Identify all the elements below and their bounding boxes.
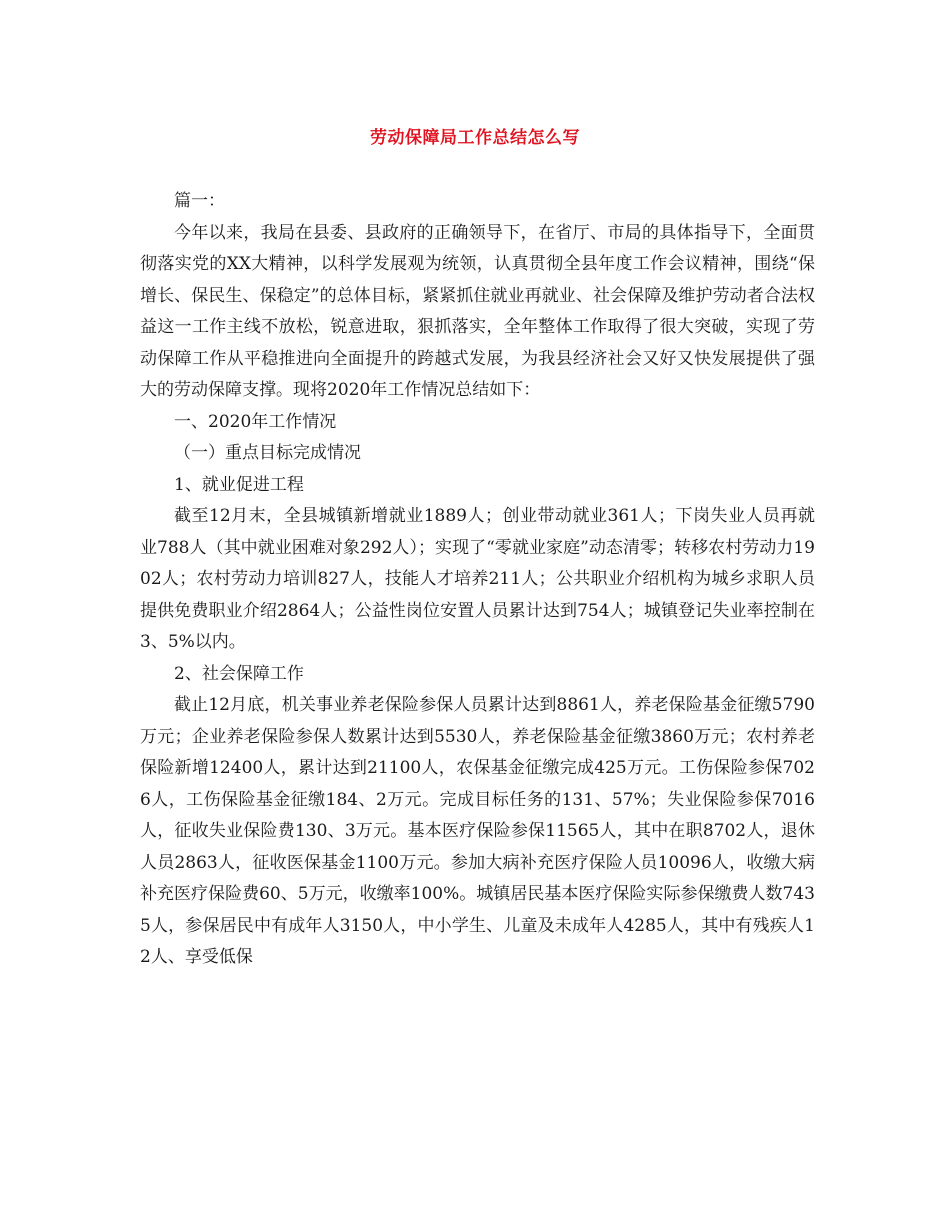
paragraph-section-label: 篇一：	[174, 191, 225, 211]
heading-item-2: 2、社会保障工作	[174, 663, 304, 684]
paragraph-employment: 截至12月末，全县城镇新增就业1889人；创业带动就业361人；下岗失业人员再就业788人（其中就业困难对象292人）；实现了“零就业家庭”动态清零；转移农村劳动力1902人；农村劳动力培训827人，技能人才培养211人；公共职业介绍机构为城乡求职人员提供免费职业介绍2864人；公益性岗位安置人员累计达到754人；城镇登记失业率控制在3、5%以内。	[140, 506, 815, 652]
document-body	[140, 186, 815, 974]
heading-item-1: 1、就业促进工程	[174, 474, 304, 495]
paragraph-social-security: 截止12月底，机关事业养老保险参保人员累计达到8861人，养老保险基金征缴5790万元；企业养老保险参保人数累计达到5530人，养老保险基金征缴3860万元；农村养老保险新增12400人，累计达到21100人，农保基金征缴完成425万元。工伤保险参保7026人，工伤保险基金征缴184、2万元。完成目标任务的131、57%；失业保险参保7016人，征收失业保险费130、3万元。基本医疗保险参保11565人，其中在职8702人，退休人员2863人，征收医保基金1100万元。参加大病补充医疗保险人员10096人，收缴大病补充医疗保险费60、5万元，收缴率100%。城镇居民基本医疗保险实际参保缴费人数7435人，参保居民中有成年人3150人，中小学生、儿童及未成年人4285人，其中有残疾人12人、享受低保	[140, 695, 815, 967]
document-title: 劳动保障局工作总结怎么写	[370, 128, 580, 148]
heading-subsection-1: （一）重点目标完成情况	[174, 443, 361, 463]
heading-section-1: 一、2020年工作情况	[174, 411, 337, 432]
paragraph-intro: 今年以来，我局在县委、县政府的正确领导下，在省厅、市局的具体指导下，全面贯彻落实党的XX大精神，以科学发展观为统领，认真贯彻全县年度工作会议精神，围绕“保增长、保民生、保稳定”的总体目标，紧紧抓住就业再就业、社会保障及维护劳动者合法权益这一工作主线不放松，锐意进取，狠抓落实，全年整体工作取得了很大突破，实现了劳动保障工作从平稳推进向全面提升的跨越式发展，为我县经济社会又好又快发展提供了强大的劳动保障支撑。现将2020年工作情况总结如下：	[140, 222, 815, 400]
